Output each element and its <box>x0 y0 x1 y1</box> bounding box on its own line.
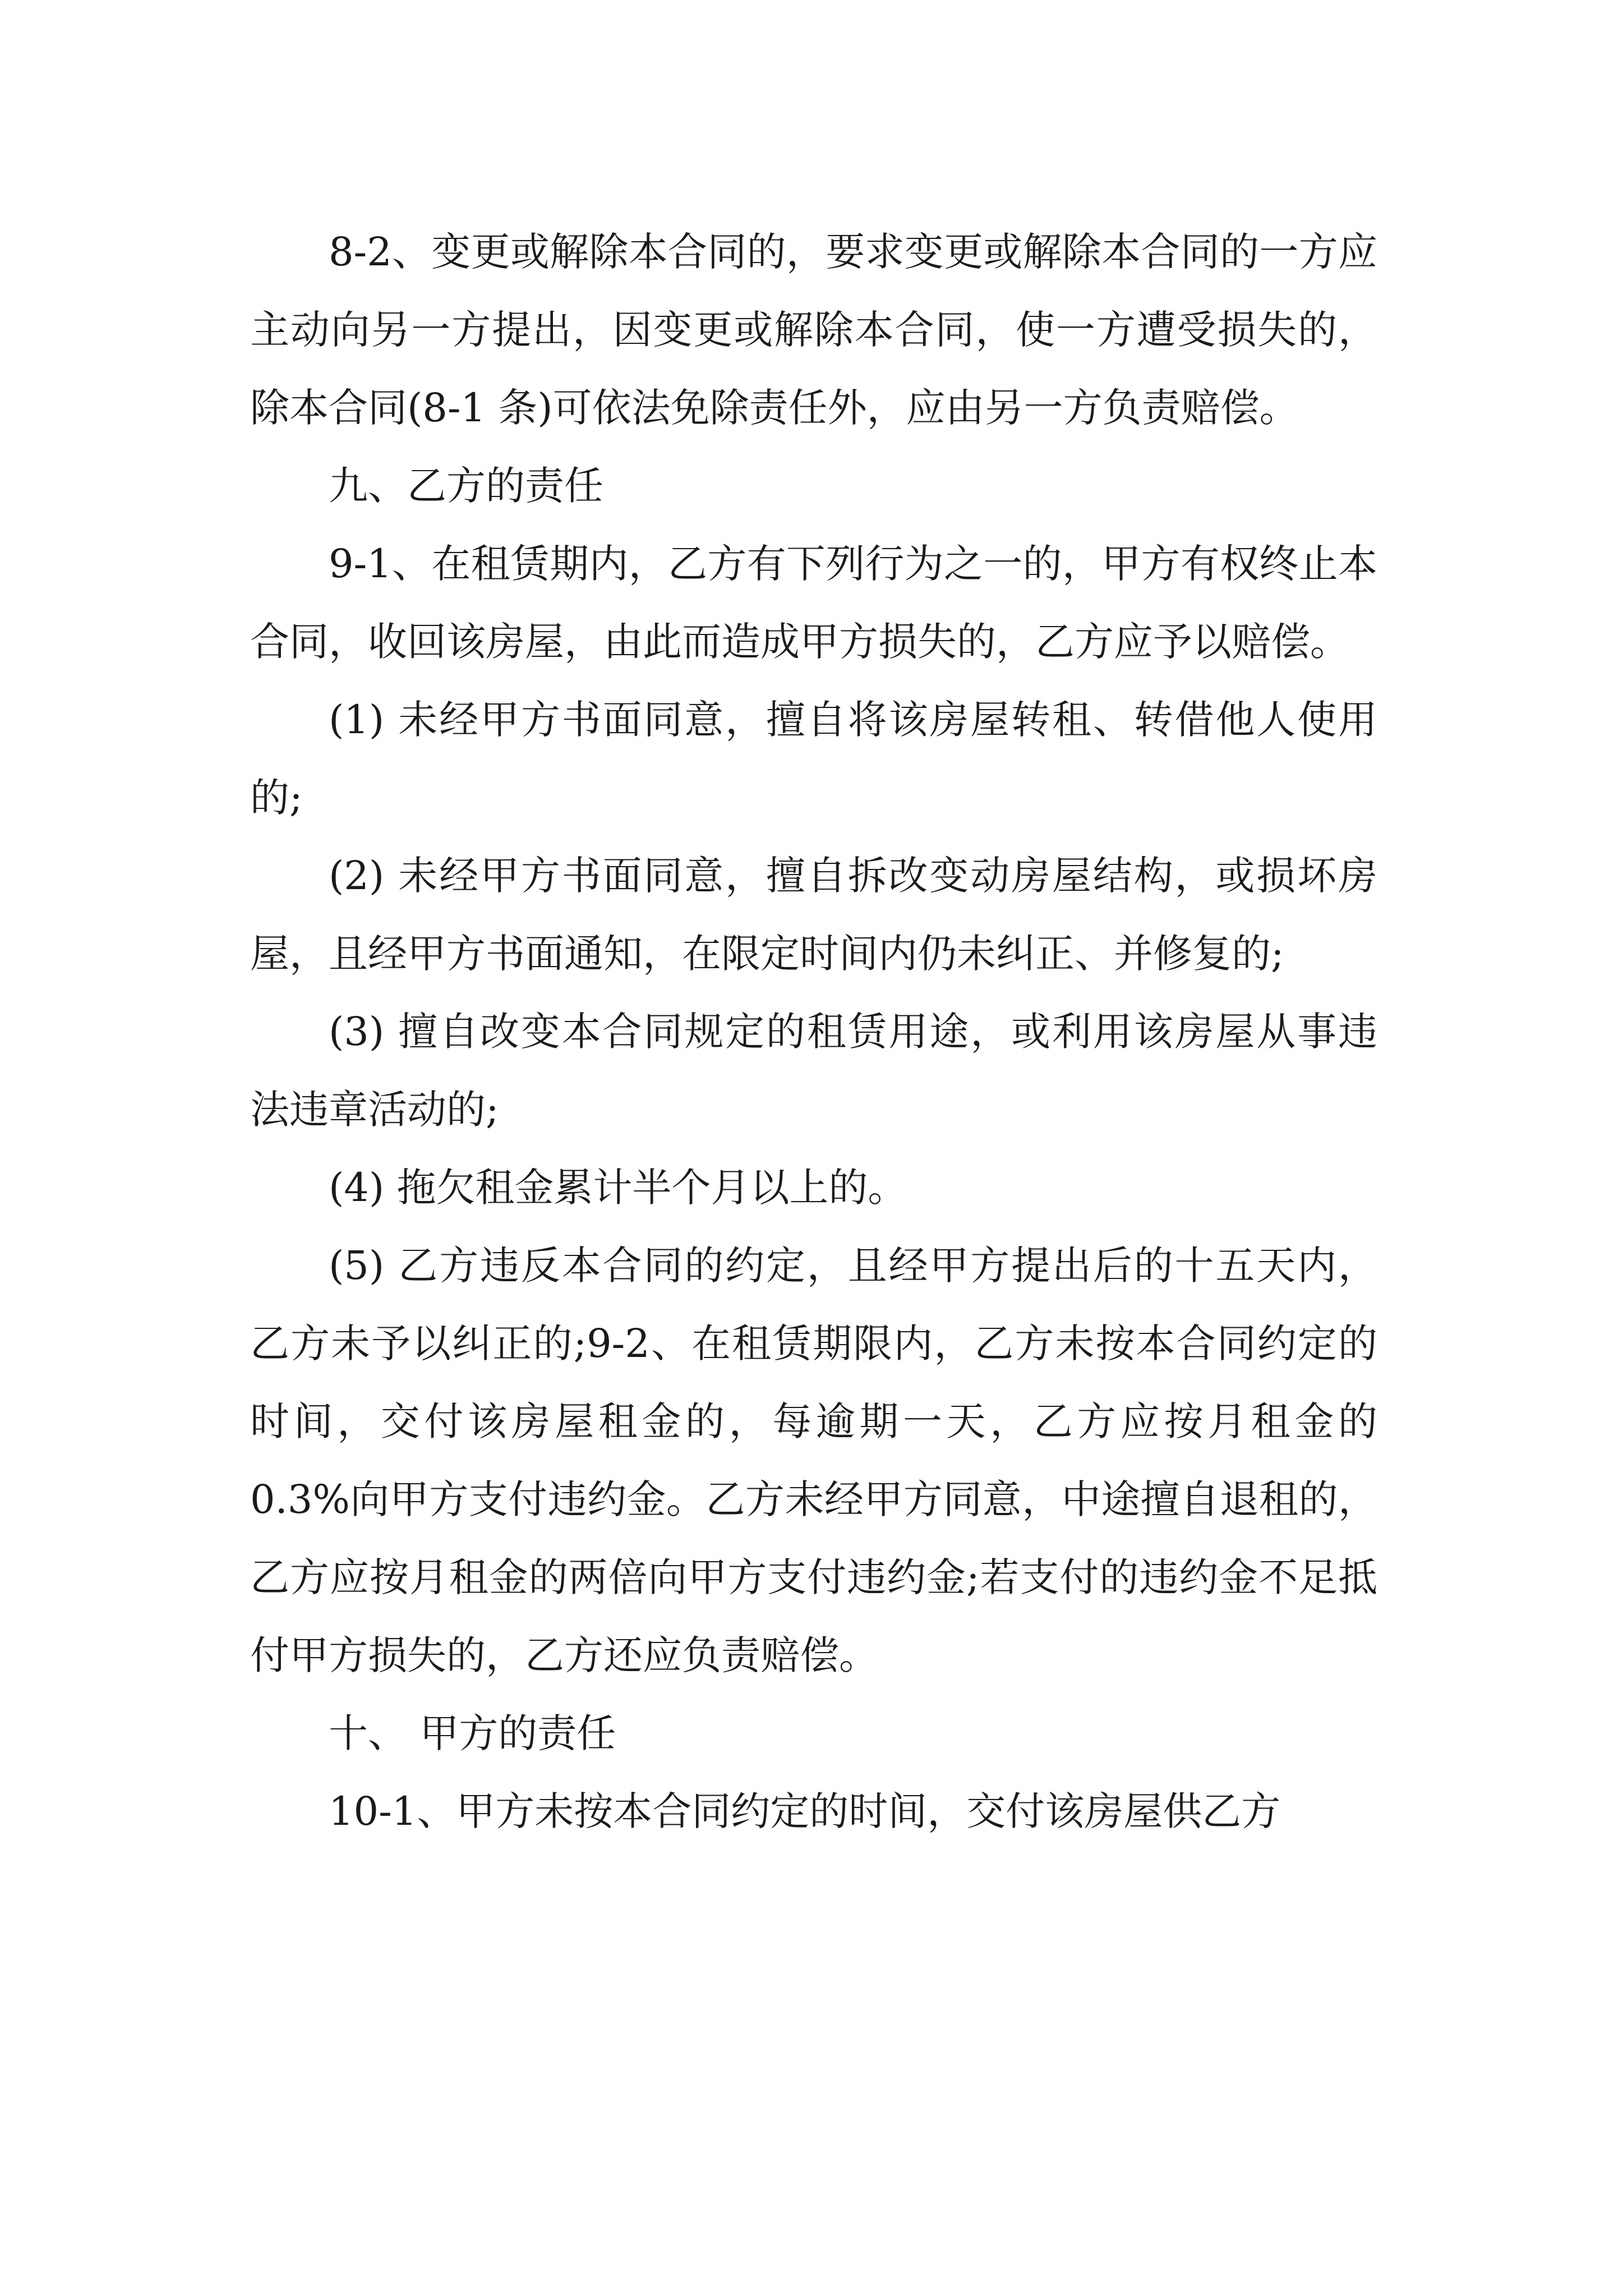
list-item-3: (3) 擅自改变本合同规定的租赁用途，或利用该房屋从事违法违章活动的; <box>250 1009 1377 1133</box>
paragraph-10-1: 10-1、甲方未按本合同约定的时间，交付该房屋供乙方 <box>329 1788 1281 1834</box>
list-item-5: (5) 乙方违反本合同的约定，且经甲方提出后的十五天内，乙方未予以纠正的;9-2、在租赁期限内，乙方未按本合同约定的时间，交付该房屋租金的，每逾期一天，乙方应按月租金的 0.3%向甲方支付违约金。乙方未经甲方同意，中途擅自退租的，乙方应按月租金的两倍向甲方支付违约金;若支付的违约金不足抵付甲方损失的，乙方还应负责赔偿。 <box>250 1243 1377 1678</box>
list-item-2: (2) 未经甲方书面同意，擅自拆改变动房屋结构，或损坏房屋，且经甲方书面通知，在限定时间内仍未纠正、并修复的; <box>250 853 1377 977</box>
section-heading-10: 十、 甲方的责任 <box>329 1710 616 1756</box>
list-item-1: (1) 未经甲方书面同意，擅自将该房屋转租、转借他人使用的; <box>250 697 1377 821</box>
paragraph-8-2: 8-2、变更或解除本合同的，要求变更或解除本合同的一方应主动向另一方提出，因变更或解除本合同，使一方遭受损失的，除本合同(8-1 条)可依法免除责任外，应由另一方负责赔偿。 <box>250 229 1377 431</box>
document-body <box>250 213 1377 1851</box>
list-item-4: (4) 拖欠租金累计半个月以上的。 <box>329 1165 907 1211</box>
section-heading-9: 九、乙方的责任 <box>329 463 603 509</box>
paragraph-9-1: 9-1、在租赁期内，乙方有下列行为之一的，甲方有权终止本合同，收回该房屋，由此而造成甲方损失的，乙方应予以赔偿。 <box>250 541 1377 665</box>
